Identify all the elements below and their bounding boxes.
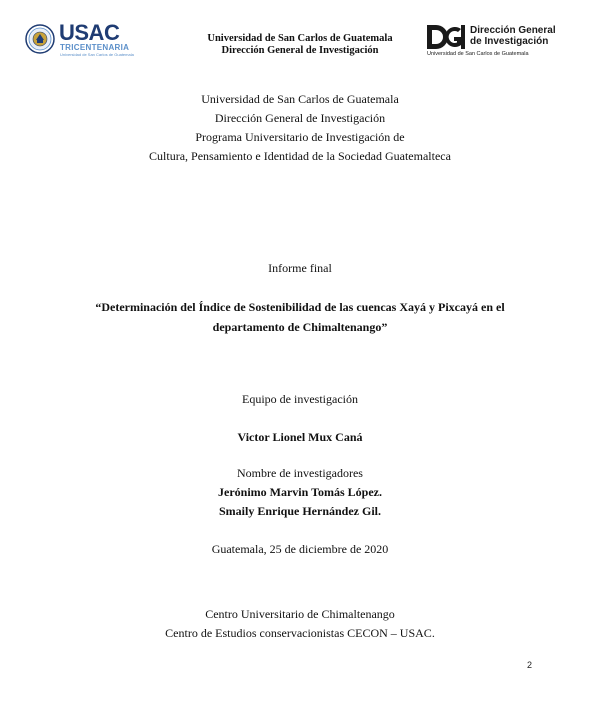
place-date-text: Guatemala, 25 de diciembre de 2020: [211, 542, 389, 556]
dgi-mark-icon: [427, 25, 465, 49]
title-line: departamento de Chimaltenango”: [212, 320, 388, 334]
team-label-text: Equipo de investigación: [242, 392, 358, 406]
institution-line: Universidad de San Carlos de Guatemala: [201, 92, 399, 106]
investigator-name: Jerónimo Marvin Tomás López.: [218, 485, 382, 499]
coordinator-name: [0, 428, 600, 447]
investigators-block: [0, 464, 600, 521]
team-label: [0, 390, 600, 409]
dgi-title-line1: Dirección General: [470, 25, 556, 36]
center-line: Centro Universitario de Chimaltenango: [205, 607, 395, 621]
usac-logo: [25, 22, 135, 60]
dgi-title: [470, 25, 556, 47]
institution-block: [0, 90, 600, 166]
dgi-logo: [427, 25, 557, 61]
usac-tricentenaria: TRICENTENARIA: [60, 43, 130, 52]
header-center-text: [185, 33, 415, 57]
centers-block: [0, 605, 600, 643]
investigators-label: Nombre de investigadores: [237, 466, 363, 480]
dgi-title-line2: de Investigación: [470, 36, 549, 47]
report-type-text: Informe final: [268, 261, 332, 275]
usac-logo-subtitle: Universidad de San Carlos de Guatemala: [60, 52, 134, 57]
center-line: Centro de Estudios conservacionistas CECON – USAC.: [165, 626, 435, 640]
page-header: [0, 0, 600, 80]
coordinator-name-text: Victor Lionel Mux Caná: [237, 430, 363, 444]
place-date: [0, 540, 600, 559]
institution-line: Cultura, Pensamiento e Identidad de la Sociedad Guatemalteca: [149, 149, 451, 163]
header-line-university: Universidad de San Carlos de Guatemala: [207, 33, 393, 44]
usac-wordmark: USAC: [59, 20, 120, 45]
institution-line: Dirección General de Investigación: [214, 111, 386, 125]
header-line-direction: Dirección General de Investigación: [221, 45, 379, 56]
report-title: [0, 297, 600, 337]
page-number: 2: [526, 660, 532, 670]
dgi-subtitle: Universidad de San Carlos de Guatemala: [427, 51, 529, 57]
institution-line: Programa Universitario de Investigación de: [195, 130, 405, 144]
investigator-name: Smaily Enrique Hernández Gil.: [218, 504, 381, 518]
title-line: “Determinación del Índice de Sostenibilidad de las cuencas Xayá y Pixcayá en el: [95, 300, 505, 314]
report-type: [0, 259, 600, 278]
usac-seal-icon: [25, 24, 55, 54]
